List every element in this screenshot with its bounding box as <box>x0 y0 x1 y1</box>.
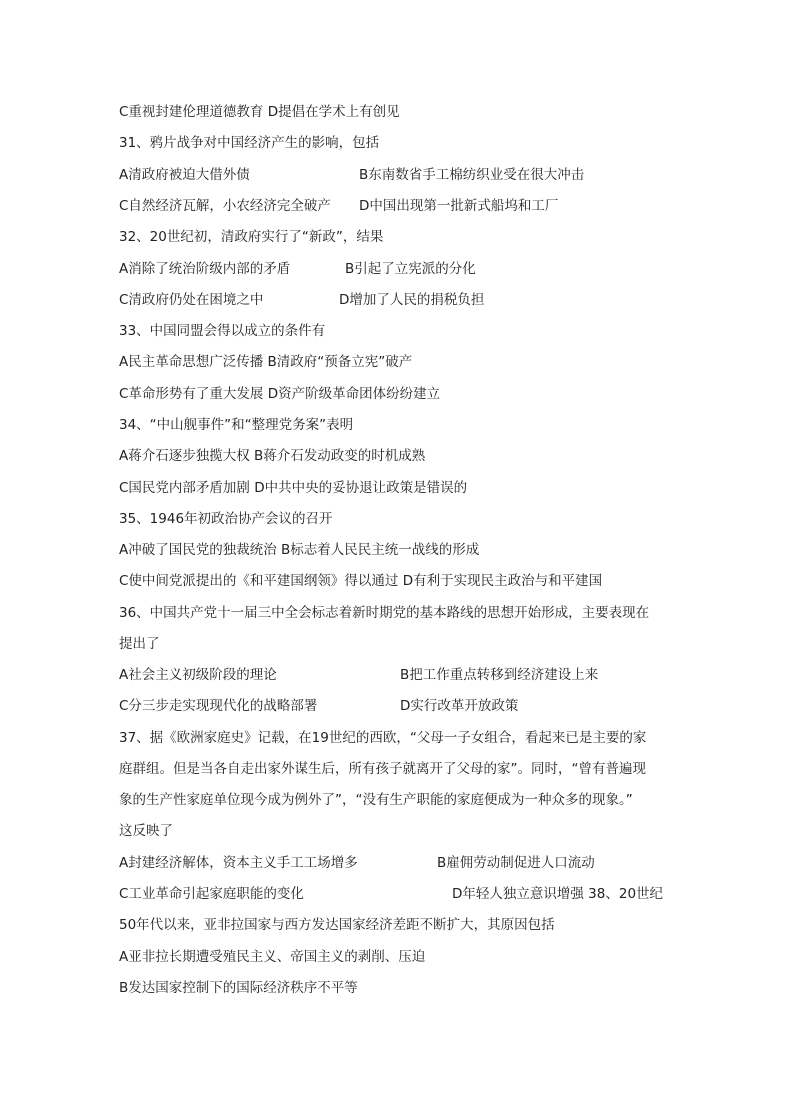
option-line <box>119 980 358 996</box>
option-d: D中国出现第一批新式船坞和工厂 <box>359 198 559 214</box>
option-line <box>119 448 425 464</box>
question-34 <box>119 417 353 433</box>
option-line <box>119 386 440 402</box>
question-text: 34、“中山舰事件”和“整理党务案”表明 <box>119 417 354 433</box>
option-line <box>119 573 602 589</box>
question-text: 这反映了 <box>119 823 173 839</box>
option-line <box>119 886 664 902</box>
option-line <box>119 292 485 308</box>
option-line <box>119 667 599 683</box>
option-d: D增加了人民的捐税负担 <box>339 292 485 308</box>
question-text: 31、鸦片战争对中国经济产生的影响，包括 <box>119 135 380 151</box>
question-31 <box>119 135 379 151</box>
question-35 <box>119 511 333 527</box>
option-b: B东南数省手工棉纺织业受在很大冲击 <box>359 167 585 183</box>
option-line <box>119 104 400 120</box>
option-line <box>119 198 559 214</box>
option-text: A冲破了国民党的独裁统治 B标志着人民民主统一战线的形成 <box>119 542 480 558</box>
option-d: D实行改革开放政策 <box>400 698 519 714</box>
question-32 <box>119 229 383 245</box>
option-c: C自然经济瓦解，小农经济完全破产 <box>119 198 331 214</box>
question-text: 32、20世纪初，清政府实行了“新政”，结果 <box>119 229 384 245</box>
question-text: 36、中国共产党十一届三中全会标志着新时期党的基本路线的思想开始形成，主要表现在 <box>119 605 650 621</box>
question-text: 庭群组。但是当各自走出家外谋生后，所有孩子就离开了父母的家”。同时，“曾有普遍现 <box>119 761 646 777</box>
option-line <box>119 949 425 965</box>
option-a: A社会主义初级阶段的理论 <box>119 667 277 683</box>
question-37 <box>119 730 646 746</box>
option-text: C重视封建伦理道德教育 D提倡在学术上有创见 <box>119 104 400 120</box>
option-text: A蒋介石逐步独揽大权 B蒋介石发动政变的时机成熟 <box>119 448 426 464</box>
option-line <box>119 855 595 871</box>
option-line <box>119 698 519 714</box>
option-text: B发达国家控制下的国际经济秩序不平等 <box>119 980 358 996</box>
option-a: A清政府被迫大借外债 <box>119 167 250 183</box>
option-line <box>119 354 412 370</box>
question-36 <box>119 605 649 621</box>
option-b: B雇佣劳动制促进人口流动 <box>437 855 595 871</box>
option-text: A民主革命思想广泛传播 B清政府“预备立宪”破产 <box>119 354 413 370</box>
question-33 <box>119 323 325 339</box>
option-line <box>119 261 476 277</box>
option-d: D年轻人独立意识增强 38、20世纪 <box>452 886 664 902</box>
question-text: 象的生产性家庭单位现今成为例外了”，“没有生产职能的家庭便成为一种众多的现象。” <box>119 792 633 808</box>
option-c: C分三步走实现现代化的战略部署 <box>119 698 318 714</box>
option-line <box>119 167 585 183</box>
option-a: A消除了统治阶级内部的矛盾 <box>119 261 291 277</box>
option-line <box>119 480 467 496</box>
option-b: B引起了立宪派的分化 <box>345 261 476 277</box>
question-continuation <box>119 823 173 839</box>
option-a: A封建经济解体，资本主义手工工场增多 <box>119 855 358 871</box>
question-text: 35、1946年初政治协产会议的召开 <box>119 511 333 527</box>
question-text: 33、中国同盟会得以成立的条件有 <box>119 323 326 339</box>
question-continuation <box>119 761 646 777</box>
option-c: C工业革命引起家庭职能的变化 <box>119 886 304 902</box>
option-text: C国民党内部矛盾加剧 D中共中央的妥协退让政策是错误的 <box>119 480 468 496</box>
option-b: B把工作重点转移到经济建设上来 <box>400 667 599 683</box>
option-line <box>119 542 479 558</box>
question-continuation <box>119 636 160 652</box>
option-c: C清政府仍处在困境之中 <box>119 292 264 308</box>
option-text: C使中间党派提出的《和平建国纲领》得以通过 D有利于实现民主政治与和平建国 <box>119 573 603 589</box>
question-text: 50年代以来，亚非拉国家与西方发达国家经济差距不断扩大，其原因包括 <box>119 917 555 933</box>
question-38 <box>119 917 555 933</box>
option-text: C革命形势有了重大发展 D资产阶级革命团体纷纷建立 <box>119 386 441 402</box>
question-text: 提出了 <box>119 636 160 652</box>
option-text: A亚非拉长期遭受殖民主义、帝国主义的剥削、压迫 <box>119 949 426 965</box>
question-continuation <box>119 792 633 808</box>
question-text: 37、据《欧洲家庭史》记载，在19世纪的西欧，“父母一子女组合，看起来已是主要的家 <box>119 730 647 746</box>
